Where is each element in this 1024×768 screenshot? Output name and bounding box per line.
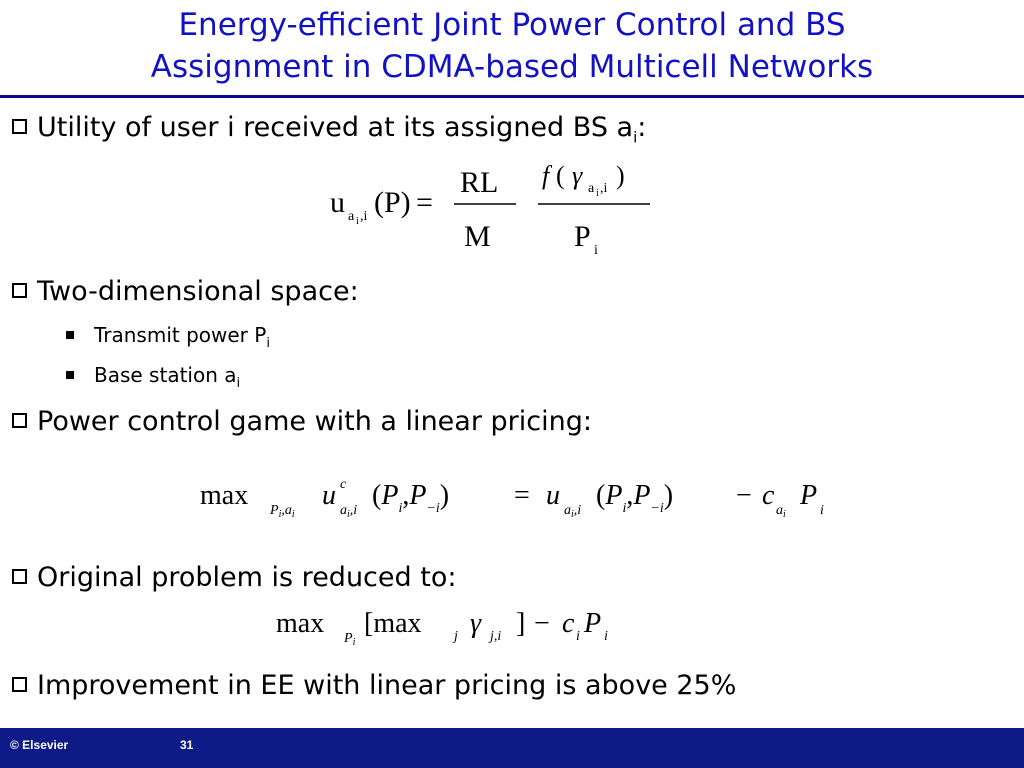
equation-game: [196, 468, 846, 528]
eq2-rhs-args: $(P_i,P_{-i})$: [596, 480, 674, 516]
checkbox-bullet-icon: [12, 283, 27, 298]
eq2-max: max: [200, 480, 249, 511]
eq3-gamma-sub: j,i: [490, 629, 502, 644]
eq2-max-sub: $P_i,a_i$: [270, 503, 295, 520]
eq2-c: c: [762, 480, 775, 511]
eq3-max-sub: $P_i$: [344, 631, 356, 648]
title-line-2: Assignment in CDMA-based Multicell Networks: [150, 49, 874, 85]
eq1-sub-a: a: [348, 209, 355, 224]
eq3-bracket-open: [max: [364, 608, 422, 639]
bullet-utility: [12, 112, 646, 153]
subbullet-subscript: i: [266, 336, 270, 351]
eq2-c-sub: $a_i$: [776, 503, 786, 520]
eq1-u: u: [330, 186, 345, 219]
bullet-text: Utility of user i received at its assigned BS a: [37, 112, 634, 143]
eq2-minus: −: [736, 480, 752, 511]
eq1-RL: RL: [460, 166, 499, 199]
checkbox-bullet-icon: [12, 569, 27, 584]
eq1-sub-i: i: [356, 216, 359, 227]
square-bullet-icon: [66, 371, 74, 379]
eq3-P-sub: i: [604, 629, 608, 644]
eq3-c-sub: i: [576, 629, 580, 644]
eq1-paren-open: (: [556, 161, 565, 190]
eq3-P: P: [584, 608, 602, 639]
bullet-subscript: i: [633, 128, 638, 147]
equation-utility: [320, 152, 660, 262]
square-bullet-icon: [66, 331, 74, 339]
eq2-u-c: u: [322, 480, 336, 511]
eq3-minus: −: [534, 608, 550, 639]
eq1-P: P: [574, 220, 591, 253]
eq3-inner-sub: j: [454, 629, 458, 644]
footer-copyright: © Elsevier: [10, 738, 69, 752]
eq1-gamma-sub-comma-i: ,i: [600, 181, 608, 196]
eq2-lhs-args: $(P_i,P_{-i})$: [372, 480, 450, 516]
eq1-sub-comma-i: ,i: [360, 209, 368, 224]
eq1-argP: (P): [374, 186, 411, 219]
subbullet-subscript: i: [236, 376, 241, 391]
eq3-c: c: [562, 608, 575, 639]
eq2-P-sub: i: [820, 503, 824, 518]
eq2-P: P: [800, 480, 818, 511]
eq2-u2-sub: $a_i,i$: [564, 503, 582, 520]
checkbox-bullet-icon: [12, 119, 27, 134]
subbullet-base-station: [66, 362, 240, 397]
checkbox-bullet-icon: [12, 413, 27, 428]
eq3-bracket-close: ]: [516, 608, 526, 639]
eq2-equals: =: [514, 480, 530, 511]
bullet-text: Improvement in EE with linear pricing is above 25%: [37, 670, 737, 701]
eq1-paren-close: ): [616, 161, 625, 190]
checkbox-bullet-icon: [12, 677, 27, 692]
bullet-text: Original problem is reduced to:: [37, 562, 457, 593]
eq1-gamma-sub-i: i: [596, 188, 599, 199]
subbullet-text: Base station a: [94, 363, 237, 387]
bullet-two-dimensional: [12, 276, 359, 308]
eq3-max: max: [276, 608, 325, 639]
bullet-improvement: [12, 670, 736, 702]
bullet-text: Power control game with a linear pricing:: [37, 406, 592, 437]
title-line-1: Energy-efficient Joint Power Control and BS: [178, 7, 846, 43]
eq2-superscript-c: c: [340, 477, 347, 492]
bullet-suffix: :: [637, 112, 647, 143]
bullet-text: Two-dimensional space:: [37, 276, 359, 307]
eq1-P-sub: i: [594, 243, 598, 258]
footer-page-number: 31: [180, 738, 194, 752]
subbullet-transmit-power: [66, 322, 270, 357]
bullet-power-control-game: [12, 406, 592, 438]
title-divider: [0, 95, 1024, 98]
bullet-original-problem: [12, 562, 456, 594]
equation-reduced: [272, 598, 632, 652]
eq3-gamma: γ: [470, 608, 482, 639]
eq1-gamma-sub-a: a: [588, 181, 595, 196]
slide-title: [0, 4, 1024, 88]
eq2-u: u: [546, 480, 560, 511]
eq1-gamma: γ: [572, 161, 583, 190]
footer-bar: [0, 728, 1024, 768]
subbullet-text: Transmit power P: [94, 323, 267, 347]
eq1-f: f: [542, 161, 550, 190]
eq1-equals: =: [416, 186, 433, 219]
eq2-u-sub: $a_i,i$: [340, 503, 358, 520]
eq1-M: M: [464, 220, 491, 253]
